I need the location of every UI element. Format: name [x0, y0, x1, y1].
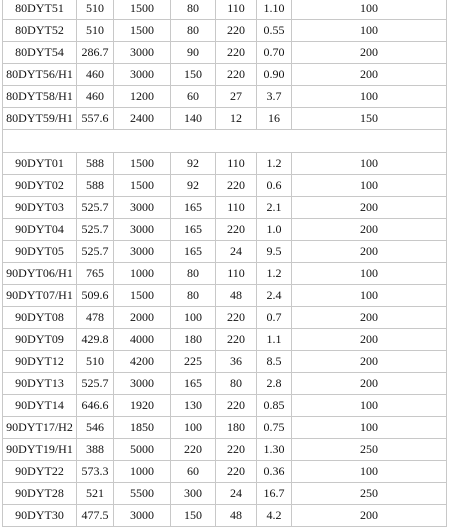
- value-cell-1: 429.8: [77, 329, 113, 350]
- model-cell: 90DYT09: [3, 329, 76, 350]
- table-row: [3, 373, 446, 394]
- model-cell: 80DYT52: [3, 20, 76, 41]
- value-cell-1: 573.3: [77, 461, 113, 482]
- value-cell-3: 165: [171, 241, 215, 262]
- value-cell-3: 90: [171, 42, 215, 63]
- value-cell-6: 250: [292, 483, 446, 504]
- value-cell-6: 150: [292, 108, 446, 129]
- value-cell-2: 1500: [114, 175, 170, 196]
- value-cell-5: 16: [257, 108, 291, 129]
- value-cell-1: 525.7: [77, 373, 113, 394]
- table-row: [3, 42, 446, 63]
- value-cell-4: 80: [216, 373, 256, 394]
- table-row: [3, 86, 446, 107]
- value-cell-4: 220: [216, 175, 256, 196]
- value-cell-1: 510: [77, 351, 113, 372]
- model-cell: 90DYT06/H1: [3, 263, 76, 284]
- value-cell-6: 200: [292, 42, 446, 63]
- value-cell-1: 460: [77, 64, 113, 85]
- value-cell-5: 16.7: [257, 483, 291, 504]
- value-cell-5: 4.2: [257, 505, 291, 526]
- value-cell-5: 8.5: [257, 351, 291, 372]
- value-cell-5: 1.30: [257, 439, 291, 460]
- model-cell: 90DYT01: [3, 153, 76, 174]
- model-cell: 90DYT28: [3, 483, 76, 504]
- value-cell-1: 525.7: [77, 241, 113, 262]
- table-row: [3, 20, 446, 41]
- table-row: [3, 64, 446, 85]
- value-cell-3: 100: [171, 417, 215, 438]
- value-cell-4: 48: [216, 505, 256, 526]
- value-cell-4: 110: [216, 153, 256, 174]
- table-row: [3, 0, 446, 19]
- value-cell-5: 2.4: [257, 285, 291, 306]
- value-cell-4: 220: [216, 42, 256, 63]
- value-cell-6: 100: [292, 461, 446, 482]
- model-cell: 80DYT59/H1: [3, 108, 76, 129]
- value-cell-4: 220: [216, 64, 256, 85]
- value-cell-4: 220: [216, 20, 256, 41]
- value-cell-2: 3000: [114, 64, 170, 85]
- value-cell-4: 220: [216, 307, 256, 328]
- value-cell-4: 36: [216, 351, 256, 372]
- value-cell-5: 0.75: [257, 417, 291, 438]
- model-cell: 90DYT17/H2: [3, 417, 76, 438]
- value-cell-4: 24: [216, 241, 256, 262]
- value-cell-1: 509.6: [77, 285, 113, 306]
- value-cell-2: 4000: [114, 329, 170, 350]
- value-cell-5: 1.1: [257, 329, 291, 350]
- value-cell-4: 110: [216, 197, 256, 218]
- value-cell-5: 0.7: [257, 307, 291, 328]
- value-cell-6: 200: [292, 307, 446, 328]
- value-cell-3: 60: [171, 461, 215, 482]
- table-row: [3, 175, 446, 196]
- value-cell-1: 765: [77, 263, 113, 284]
- value-cell-3: 80: [171, 20, 215, 41]
- value-cell-3: 165: [171, 197, 215, 218]
- value-cell-5: 0.6: [257, 175, 291, 196]
- value-cell-3: 180: [171, 329, 215, 350]
- value-cell-4: 27: [216, 86, 256, 107]
- value-cell-1: 588: [77, 153, 113, 174]
- value-cell-2: 3000: [114, 42, 170, 63]
- value-cell-6: 100: [292, 153, 446, 174]
- value-cell-5: 0.70: [257, 42, 291, 63]
- value-cell-6: 200: [292, 351, 446, 372]
- value-cell-4: 12: [216, 108, 256, 129]
- value-cell-5: 1.10: [257, 0, 291, 19]
- value-cell-1: 557.6: [77, 108, 113, 129]
- value-cell-2: 3000: [114, 197, 170, 218]
- value-cell-5: 1.2: [257, 153, 291, 174]
- value-cell-5: 2.1: [257, 197, 291, 218]
- value-cell-6: 200: [292, 197, 446, 218]
- value-cell-3: 165: [171, 219, 215, 240]
- value-cell-2: 3000: [114, 219, 170, 240]
- group-separator-row: [3, 130, 446, 152]
- table-row: [3, 351, 446, 372]
- value-cell-6: 200: [292, 219, 446, 240]
- value-cell-2: 1850: [114, 417, 170, 438]
- value-cell-6: 100: [292, 86, 446, 107]
- table-row: [3, 197, 446, 218]
- table-row: [3, 285, 446, 306]
- value-cell-4: 110: [216, 263, 256, 284]
- value-cell-6: 200: [292, 64, 446, 85]
- table-row: [3, 417, 446, 438]
- table-row: [3, 395, 446, 416]
- value-cell-2: 5500: [114, 483, 170, 504]
- value-cell-6: 200: [292, 241, 446, 262]
- value-cell-3: 80: [171, 0, 215, 19]
- model-cell: 90DYT30: [3, 505, 76, 526]
- table-row: [3, 108, 446, 129]
- value-cell-1: 286.7: [77, 42, 113, 63]
- value-cell-4: 220: [216, 461, 256, 482]
- value-cell-2: 1500: [114, 285, 170, 306]
- value-cell-2: 1200: [114, 86, 170, 107]
- value-cell-4: 220: [216, 219, 256, 240]
- model-cell: 80DYT56/H1: [3, 64, 76, 85]
- value-cell-3: 92: [171, 153, 215, 174]
- table-row: [3, 263, 446, 284]
- model-cell: 90DYT14: [3, 395, 76, 416]
- model-cell: 90DYT22: [3, 461, 76, 482]
- model-cell: 90DYT12: [3, 351, 76, 372]
- value-cell-4: 220: [216, 329, 256, 350]
- value-cell-4: 180: [216, 417, 256, 438]
- value-cell-5: 0.85: [257, 395, 291, 416]
- value-cell-2: 2400: [114, 108, 170, 129]
- value-cell-1: 521: [77, 483, 113, 504]
- value-cell-6: 200: [292, 373, 446, 394]
- value-cell-1: 460: [77, 86, 113, 107]
- model-cell: 90DYT02: [3, 175, 76, 196]
- value-cell-4: 110: [216, 0, 256, 19]
- value-cell-3: 92: [171, 175, 215, 196]
- value-cell-2: 5000: [114, 439, 170, 460]
- value-cell-2: 3000: [114, 505, 170, 526]
- value-cell-5: 0.55: [257, 20, 291, 41]
- value-cell-6: 250: [292, 439, 446, 460]
- value-cell-1: 525.7: [77, 197, 113, 218]
- table-row: [3, 153, 446, 174]
- value-cell-3: 165: [171, 373, 215, 394]
- value-cell-2: 1500: [114, 0, 170, 19]
- value-cell-3: 100: [171, 307, 215, 328]
- value-cell-2: 1500: [114, 153, 170, 174]
- value-cell-6: 200: [292, 329, 446, 350]
- value-cell-5: 0.36: [257, 461, 291, 482]
- value-cell-4: 48: [216, 285, 256, 306]
- model-cell: 90DYT19/H1: [3, 439, 76, 460]
- value-cell-2: 3000: [114, 241, 170, 262]
- value-cell-3: 150: [171, 64, 215, 85]
- table-row: [3, 219, 446, 240]
- value-cell-6: 100: [292, 395, 446, 416]
- table-row: [3, 241, 446, 262]
- value-cell-5: 9.5: [257, 241, 291, 262]
- model-cell: 90DYT07/H1: [3, 285, 76, 306]
- value-cell-6: 100: [292, 285, 446, 306]
- value-cell-4: 24: [216, 483, 256, 504]
- value-cell-5: 1.0: [257, 219, 291, 240]
- value-cell-2: 2000: [114, 307, 170, 328]
- value-cell-1: 525.7: [77, 219, 113, 240]
- value-cell-3: 220: [171, 439, 215, 460]
- value-cell-3: 150: [171, 505, 215, 526]
- value-cell-5: 2.8: [257, 373, 291, 394]
- value-cell-3: 225: [171, 351, 215, 372]
- table-row: [3, 439, 446, 460]
- value-cell-5: 3.7: [257, 86, 291, 107]
- value-cell-1: 546: [77, 417, 113, 438]
- value-cell-1: 478: [77, 307, 113, 328]
- motor-spec-table: [2, 0, 447, 527]
- value-cell-2: 3000: [114, 373, 170, 394]
- value-cell-1: 646.6: [77, 395, 113, 416]
- model-cell: 80DYT58/H1: [3, 86, 76, 107]
- value-cell-1: 510: [77, 20, 113, 41]
- value-cell-1: 510: [77, 0, 113, 19]
- value-cell-6: 100: [292, 263, 446, 284]
- group-separator-cell: [3, 130, 446, 152]
- value-cell-4: 220: [216, 439, 256, 460]
- value-cell-2: 1920: [114, 395, 170, 416]
- value-cell-6: 100: [292, 417, 446, 438]
- table-row: [3, 483, 446, 504]
- value-cell-2: 1000: [114, 461, 170, 482]
- value-cell-5: 0.90: [257, 64, 291, 85]
- value-cell-6: 100: [292, 20, 446, 41]
- table-row: [3, 307, 446, 328]
- value-cell-6: 100: [292, 175, 446, 196]
- table-row: [3, 505, 446, 526]
- value-cell-1: 477.5: [77, 505, 113, 526]
- spec-table-body: [3, 0, 446, 526]
- value-cell-5: 1.2: [257, 263, 291, 284]
- model-cell: 80DYT54: [3, 42, 76, 63]
- value-cell-3: 140: [171, 108, 215, 129]
- value-cell-3: 130: [171, 395, 215, 416]
- value-cell-2: 4200: [114, 351, 170, 372]
- value-cell-1: 388: [77, 439, 113, 460]
- model-cell: 90DYT05: [3, 241, 76, 262]
- model-cell: 90DYT04: [3, 219, 76, 240]
- model-cell: 90DYT03: [3, 197, 76, 218]
- model-cell: 80DYT51: [3, 0, 76, 19]
- value-cell-3: 60: [171, 86, 215, 107]
- value-cell-6: 100: [292, 0, 446, 19]
- value-cell-2: 1500: [114, 20, 170, 41]
- table-row: [3, 329, 446, 350]
- value-cell-3: 80: [171, 263, 215, 284]
- value-cell-3: 80: [171, 285, 215, 306]
- model-cell: 90DYT08: [3, 307, 76, 328]
- table-row: [3, 461, 446, 482]
- value-cell-6: 200: [292, 505, 446, 526]
- model-cell: 90DYT13: [3, 373, 76, 394]
- value-cell-1: 588: [77, 175, 113, 196]
- value-cell-4: 220: [216, 395, 256, 416]
- value-cell-3: 300: [171, 483, 215, 504]
- value-cell-2: 1000: [114, 263, 170, 284]
